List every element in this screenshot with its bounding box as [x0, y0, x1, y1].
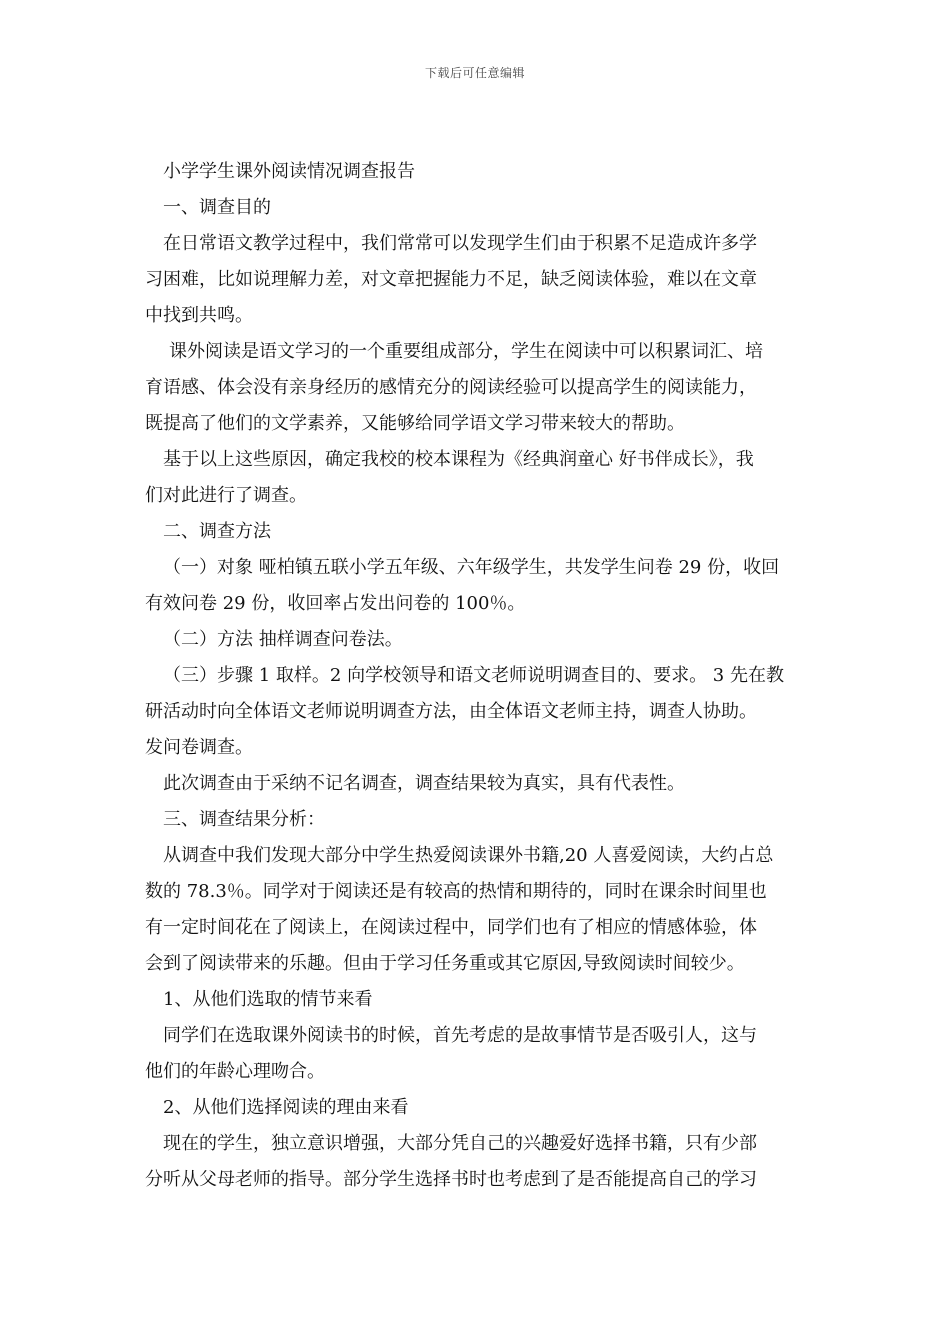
text-line: 中找到共鸣。	[145, 305, 253, 326]
text-line: 一、调查目的	[163, 197, 271, 218]
text-line: 2、从他们选择阅读的理由来看	[163, 1097, 409, 1118]
page-header-note: 下载后可任意编辑	[424, 66, 525, 80]
text-line: 从调查中我们发现大部分中学生热爱阅读课外书籍,20 人喜爱阅读，大约占总	[163, 845, 774, 866]
text-line: 同学们在选取课外阅读书的时候，首先考虑的是故事情节是否吸引人，这与	[163, 1025, 757, 1046]
text-line: 三、调查结果分析：	[163, 809, 325, 830]
text-line: 研活动时向全体语文老师说明调查方法，由全体语文老师主持，调查人协助。	[145, 701, 757, 722]
text-line: 课外阅读是语文学习的一个重要组成部分，学生在阅读中可以积累词汇、培	[169, 341, 763, 362]
text-line: 基于以上这些原因，确定我校的校本课程为《经典润童心 好书伴成长》，我	[163, 449, 754, 470]
text-line: 有一定时间花在了阅读上，在阅读过程中，同学们也有了相应的情感体验，体	[145, 917, 757, 938]
text-line: 发问卷调查。	[145, 737, 253, 758]
text-line: 既提高了他们的文学素养，又能够给同学语文学习带来较大的帮助。	[145, 413, 685, 434]
text-line: 他们的年龄心理吻合。	[145, 1061, 325, 1082]
text-line: 在日常语文教学过程中，我们常常可以发现学生们由于积累不足造成许多学	[163, 233, 757, 254]
text-line: 现在的学生，独立意识增强，大部分凭自己的兴趣爱好选择书籍，只有少部	[163, 1133, 757, 1154]
text-line: （一）对象 哑柏镇五联小学五年级、六年级学生，共发学生问卷 29 份，收回	[163, 557, 780, 578]
text-line: 习困难，比如说理解力差，对文章把握能力不足，缺乏阅读体验，难以在文章	[145, 269, 757, 290]
text-line: 数的 78.3％。同学对于阅读还是有较高的热情和期待的，同时在课余时间里也	[145, 881, 767, 902]
text-line: 育语感、体会没有亲身经历的感情充分的阅读经验可以提高学生的阅读能力，	[145, 377, 757, 398]
text-line: 1、从他们选取的情节来看	[163, 989, 373, 1010]
text-line: 此次调查由于采纳不记名调查，调查结果较为真实，具有代表性。	[163, 773, 685, 794]
text-line: 有效问卷 29 份，收回率占发出问卷的 100％。	[145, 593, 526, 614]
text-line: 分听从父母老师的指导。部分学生选择书时也考虑到了是否能提高自己的学习	[145, 1169, 757, 1190]
document-body	[145, 154, 810, 1198]
text-line: 二、调查方法	[163, 521, 271, 542]
text-line: （二）方法 抽样调查问卷法。	[163, 629, 403, 650]
text-line: 会到了阅读带来的乐趣。但由于学习任务重或其它原因,导致阅读时间较少。	[145, 953, 745, 974]
text-line: 们对此进行了调查。	[145, 485, 307, 506]
text-line: （三）步骤 1 取样。2 向学校领导和语文老师说明调查目的、要求。 3 先在教	[163, 665, 784, 686]
text-line: 小学学生课外阅读情况调查报告	[163, 161, 415, 182]
